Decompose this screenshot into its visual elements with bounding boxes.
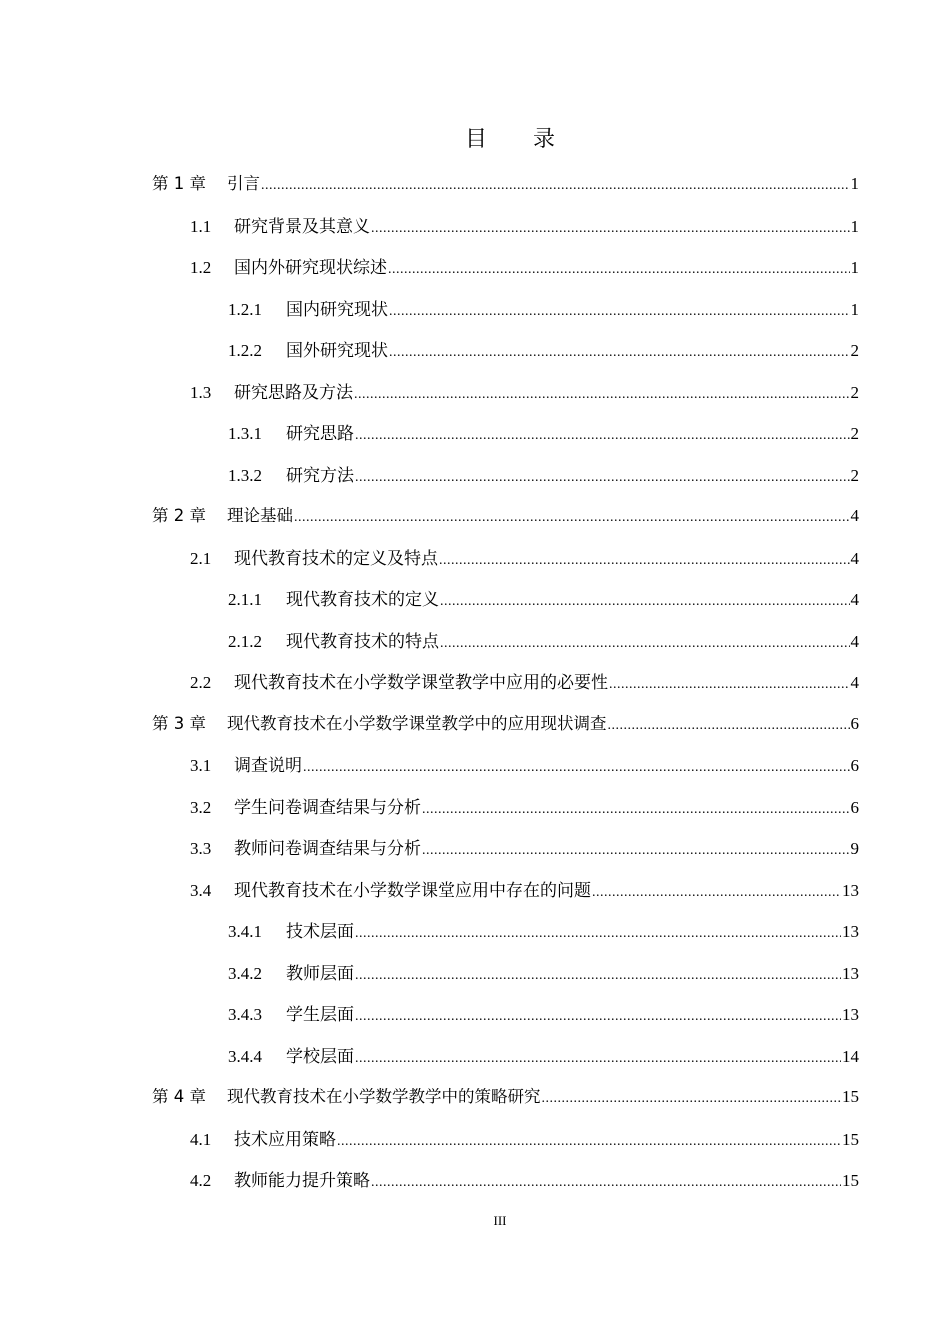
- toc-entry[interactable]: [228, 1000, 859, 1026]
- toc-entry-page-number: 6: [850, 798, 859, 817]
- toc-entry[interactable]: [228, 461, 859, 487]
- toc-entry-page-number: 1: [850, 258, 859, 277]
- toc-entry-page-number: 1: [850, 300, 859, 319]
- toc-entry-label: 现代教育技术的定义: [286, 590, 439, 609]
- toc-entry-number: 4.1: [190, 1130, 212, 1149]
- toc-entry-number: 1.3.1: [228, 424, 262, 443]
- toc-entry[interactable]: [190, 212, 859, 238]
- toc-entry-page-number: 6: [850, 714, 859, 733]
- toc-dot-leader: [354, 387, 850, 403]
- toc-entry-page-number: 13: [842, 1005, 859, 1024]
- toc-entry[interactable]: [228, 336, 859, 362]
- toc-dot-leader: [355, 1051, 841, 1067]
- toc-entry-page-number: 14: [842, 1047, 859, 1066]
- toc-dot-leader: [608, 718, 850, 734]
- toc-entry-label: 现代教育技术在小学数学课堂教学中应用的必要性: [234, 673, 608, 692]
- toc-entry-label: 研究思路: [286, 424, 354, 443]
- toc-entry-page-number: 4: [850, 506, 859, 525]
- toc-entry-number: 3.4.1: [228, 922, 262, 941]
- page-number-footer: III: [493, 1213, 507, 1228]
- toc-dot-leader: [261, 178, 850, 194]
- toc-dot-leader: [355, 470, 850, 486]
- toc-entry[interactable]: [228, 585, 859, 611]
- toc-entry-page-number: 9: [850, 839, 859, 858]
- toc-dot-leader: [542, 1091, 842, 1107]
- toc-entry-number: 1.2.1: [228, 300, 262, 319]
- toc-entry-page-number: 15: [842, 1130, 859, 1149]
- toc-entry-label: 教师能力提升策略: [234, 1171, 370, 1190]
- toc-entry[interactable]: [190, 1125, 859, 1151]
- toc-dot-leader: [337, 1134, 841, 1150]
- toc-entry-label: 学校层面: [286, 1047, 354, 1066]
- toc-entry-page-number: 2: [850, 383, 859, 402]
- toc-entry-page-number: 1: [850, 217, 859, 236]
- toc-dot-leader: [371, 1175, 841, 1191]
- toc-entry-number: 1.2.2: [228, 341, 262, 360]
- toc-title-part-1: 目: [464, 127, 487, 152]
- toc-entry-label: 研究思路及方法: [234, 383, 353, 402]
- toc-entry-number: 1.1: [190, 217, 212, 236]
- toc-dot-leader: [355, 428, 850, 444]
- toc-entry-number: 第 2 章: [152, 506, 206, 525]
- toc-entry-label: 技术应用策略: [234, 1130, 336, 1149]
- toc-entry-page-number: 4: [850, 590, 859, 609]
- toc-dot-leader: [422, 843, 850, 859]
- toc-entry-number: 3.4.2: [228, 964, 262, 983]
- toc-dot-leader: [355, 1009, 841, 1025]
- toc-entry[interactable]: [228, 1042, 859, 1068]
- toc-entry[interactable]: [190, 378, 859, 404]
- toc-title-part-2: 录: [533, 127, 556, 152]
- toc-entry-page-number: 15: [842, 1087, 859, 1106]
- toc-entry-number: 第 3 章: [152, 714, 206, 733]
- toc-entry[interactable]: [190, 253, 859, 279]
- toc-entry-number: 3.3: [190, 839, 212, 858]
- toc-entry-label: 教师层面: [286, 964, 354, 983]
- toc-entry-label: 技术层面: [286, 922, 354, 941]
- toc-dot-leader: [440, 594, 850, 610]
- toc-entry-page-number: 4: [850, 632, 859, 651]
- toc-dot-leader: [303, 760, 850, 776]
- toc-entry[interactable]: [190, 668, 859, 694]
- toc-dot-leader: [439, 553, 850, 569]
- toc-dot-leader: [388, 262, 850, 278]
- toc-entry[interactable]: [228, 295, 859, 321]
- toc-entry[interactable]: [228, 627, 859, 653]
- toc-entry[interactable]: [228, 959, 859, 985]
- toc-entry-number: 2.1.1: [228, 590, 262, 609]
- toc-dot-leader: [592, 885, 841, 901]
- toc-entry-number: 3.4.3: [228, 1005, 262, 1024]
- toc-entry-label: 现代教育技术的特点: [286, 632, 439, 651]
- toc-dot-leader: [440, 636, 850, 652]
- toc-entry-label: 国内研究现状: [286, 300, 388, 319]
- toc-entry[interactable]: [190, 876, 859, 902]
- toc-entry-label: 引言: [227, 174, 260, 193]
- toc-entry-page-number: 13: [842, 881, 859, 900]
- toc-entry-page-number: 15: [842, 1171, 859, 1190]
- toc-entry-page-number: 4: [850, 673, 859, 692]
- toc-entry-label: 国外研究现状: [286, 341, 388, 360]
- toc-entry-page-number: 1: [850, 174, 859, 193]
- toc-entry-label: 学生层面: [286, 1005, 354, 1024]
- toc-entry-number: 2.1: [190, 549, 212, 568]
- toc-entry-label: 现代教育技术的定义及特点: [234, 549, 438, 568]
- toc-entry-page-number: 4: [850, 549, 859, 568]
- toc-entry-number: 1.3.2: [228, 466, 262, 485]
- toc-entry-label: 教师问卷调查结果与分析: [234, 839, 421, 858]
- toc-dot-leader: [294, 510, 850, 526]
- toc-entry-page-number: 2: [850, 341, 859, 360]
- toc-entry[interactable]: [228, 917, 859, 943]
- toc-entry-number: 1.3: [190, 383, 212, 402]
- toc-entry-page-number: 6: [850, 756, 859, 775]
- toc-entry-number: 3.2: [190, 798, 212, 817]
- toc-dot-leader: [422, 802, 850, 818]
- toc-entry-label: 学生问卷调查结果与分析: [234, 798, 421, 817]
- toc-entry[interactable]: [152, 1083, 859, 1109]
- toc-dot-leader: [609, 677, 850, 693]
- toc-entry-label: 研究方法: [286, 466, 354, 485]
- toc-entry-label: 现代教育技术在小学数学课堂教学中的应用现状调查: [227, 714, 607, 733]
- toc-entry[interactable]: [152, 710, 859, 736]
- toc-dot-leader: [355, 926, 841, 942]
- toc-entry[interactable]: [152, 502, 859, 528]
- toc-entry[interactable]: [228, 419, 859, 445]
- toc-entry-label: 国内外研究现状综述: [234, 258, 387, 277]
- toc-entry-label: 调查说明: [234, 756, 302, 775]
- toc-title: [0, 122, 950, 153]
- toc-dot-leader: [389, 345, 850, 361]
- toc-entry-label: 现代教育技术在小学数学教学中的策略研究: [227, 1087, 541, 1106]
- toc-dot-leader: [355, 968, 841, 984]
- toc-entry-number: 4.2: [190, 1171, 212, 1190]
- toc-entry-number: 3.4.4: [228, 1047, 262, 1066]
- toc-entry-number: 3.1: [190, 756, 212, 775]
- toc-entry-number: 1.2: [190, 258, 212, 277]
- toc-entry-label: 现代教育技术在小学数学课堂应用中存在的问题: [234, 881, 591, 900]
- toc-entry-number: 2.2: [190, 673, 212, 692]
- toc-entry-number: 第 1 章: [152, 174, 206, 193]
- toc-entry[interactable]: [190, 751, 859, 777]
- toc-entry-page-number: 2: [850, 466, 859, 485]
- toc-dot-leader: [389, 304, 850, 320]
- toc-entry-page-number: 2: [850, 424, 859, 443]
- toc-entry[interactable]: [190, 544, 859, 570]
- toc-entry-number: 3.4: [190, 881, 212, 900]
- toc-entry-page-number: 13: [842, 964, 859, 983]
- toc-entry[interactable]: [152, 170, 859, 196]
- toc-entry[interactable]: [190, 834, 859, 860]
- toc-entry-label: 理论基础: [227, 506, 293, 525]
- toc-entry-label: 研究背景及其意义: [234, 217, 370, 236]
- toc-entry-number: 第 4 章: [152, 1087, 206, 1106]
- toc-entry-page-number: 13: [842, 922, 859, 941]
- toc-entry[interactable]: [190, 793, 859, 819]
- toc-entry-number: 2.1.2: [228, 632, 262, 651]
- toc-dot-leader: [371, 221, 850, 237]
- toc-entry[interactable]: [190, 1166, 859, 1192]
